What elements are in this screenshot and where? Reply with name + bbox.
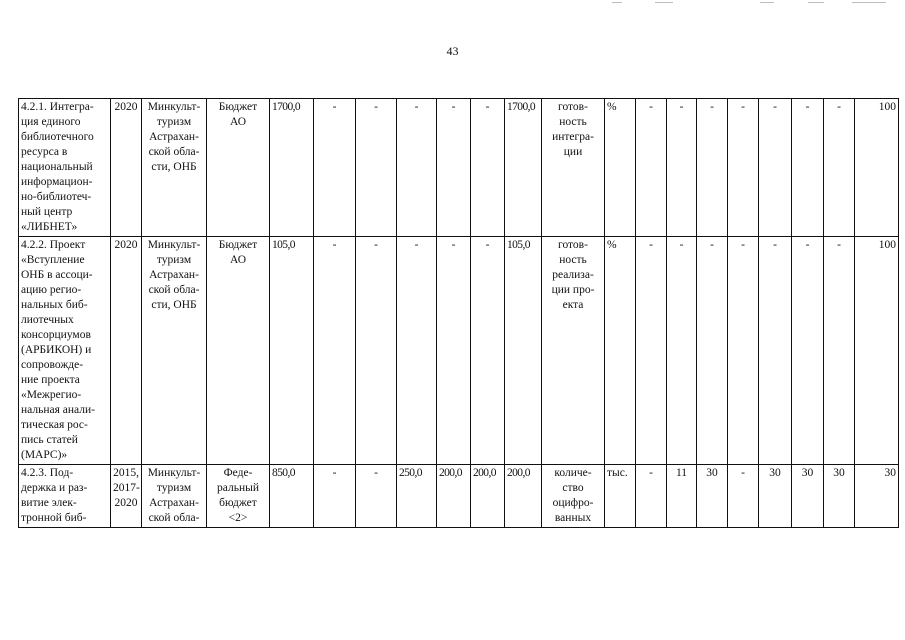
indicator-cell: готов- ность реализа- ции про- екта <box>542 237 605 465</box>
scan-artifact-line <box>760 2 774 3</box>
funding-cell: - <box>314 99 356 237</box>
funding-cell: 850,0 <box>270 465 314 528</box>
unit-cell: % <box>605 99 636 237</box>
funding-cell: - <box>356 99 397 237</box>
funding-cell: 200,0 <box>471 465 505 528</box>
funding-cell: 200,0 <box>505 465 542 528</box>
funding-cell: - <box>356 465 397 528</box>
year-cell: 2020 <box>111 99 142 237</box>
unit-cell: тыс. <box>605 465 636 528</box>
funding-cell: - <box>397 237 437 465</box>
target-value-cell: - <box>667 99 697 237</box>
target-value-cell: - <box>667 237 697 465</box>
funding-cell: - <box>356 237 397 465</box>
unit-cell: % <box>605 237 636 465</box>
funding-cell: - <box>471 99 505 237</box>
funding-cell: - <box>397 99 437 237</box>
activity-name-cell: 4.2.3. Под- держка и раз- витие элек- тронной биб- <box>19 465 111 528</box>
target-value-cell: - <box>728 237 759 465</box>
page-number: 43 <box>446 44 459 58</box>
activity-name-cell: 4.2.2. Проект «Вступление ОНБ в ассоци- ацию регио- нальных биб- лиотечных консорциумов (АРБИКОН) и сопровожде- ние проекта «Межрегио- нальная анали- тическая рос- пись статей (МАРС)» <box>19 237 111 465</box>
target-value-cell: - <box>636 465 667 528</box>
funding-cell: - <box>471 237 505 465</box>
target-value-cell: - <box>697 237 728 465</box>
target-value-cell: - <box>697 99 728 237</box>
funding-cell: - <box>314 237 356 465</box>
target-value-cell: - <box>636 237 667 465</box>
funding-cell: - <box>437 237 471 465</box>
executor-cell: Минкульт- туризм Астрахан- ской обла- сти, ОНБ <box>142 237 207 465</box>
funding-cell: - <box>314 465 356 528</box>
target-value-cell: - <box>759 99 792 237</box>
scan-artifact-line <box>808 2 824 3</box>
funding-cell: 1700,0 <box>270 99 314 237</box>
target-value-cell: - <box>792 237 824 465</box>
year-cell: 2015, 2017- 2020 <box>111 465 142 528</box>
funding-source-cell: Бюджет АО <box>207 237 270 465</box>
table-row <box>19 465 899 528</box>
scan-artifact-line <box>852 2 886 3</box>
target-value-cell: - <box>824 237 855 465</box>
scan-artifact-line <box>612 2 622 3</box>
target-value-cell: 30 <box>792 465 824 528</box>
activity-name-cell: 4.2.1. Интегра- ция единого библиотечного ресурса в национальный информацион- но-библиотеч- ный центр «ЛИБНЕТ» <box>19 99 111 237</box>
target-value-cell: 30 <box>855 465 899 528</box>
funding-cell: 105,0 <box>270 237 314 465</box>
funding-source-cell: Бюджет АО <box>207 99 270 237</box>
funding-cell: 1700,0 <box>505 99 542 237</box>
target-value-cell: 30 <box>697 465 728 528</box>
funding-cell: 200,0 <box>437 465 471 528</box>
target-value-cell: - <box>824 99 855 237</box>
target-value-cell: - <box>728 465 759 528</box>
executor-cell: Минкульт- туризм Астрахан- ской обла- <box>142 465 207 528</box>
indicator-cell: готов- ность интегра- ции <box>542 99 605 237</box>
year-cell: 2020 <box>111 237 142 465</box>
target-value-cell: - <box>792 99 824 237</box>
table-row <box>19 237 899 465</box>
target-value-cell: 30 <box>759 465 792 528</box>
program-table <box>18 98 899 528</box>
funding-cell: 105,0 <box>505 237 542 465</box>
target-value-cell: 100 <box>855 99 899 237</box>
executor-cell: Минкульт- туризм Астрахан- ской обла- сти, ОНБ <box>142 99 207 237</box>
funding-cell: 250,0 <box>397 465 437 528</box>
indicator-cell: количе- ство оцифро- ванных <box>542 465 605 528</box>
target-value-cell: - <box>728 99 759 237</box>
target-value-cell: 100 <box>855 237 899 465</box>
target-value-cell: - <box>636 99 667 237</box>
table-row <box>19 99 899 237</box>
funding-cell: - <box>437 99 471 237</box>
target-value-cell: - <box>759 237 792 465</box>
scan-artifact-line <box>655 2 673 3</box>
funding-source-cell: Феде- ральный бюджет <2> <box>207 465 270 528</box>
target-value-cell: 30 <box>824 465 855 528</box>
target-value-cell: 11 <box>667 465 697 528</box>
